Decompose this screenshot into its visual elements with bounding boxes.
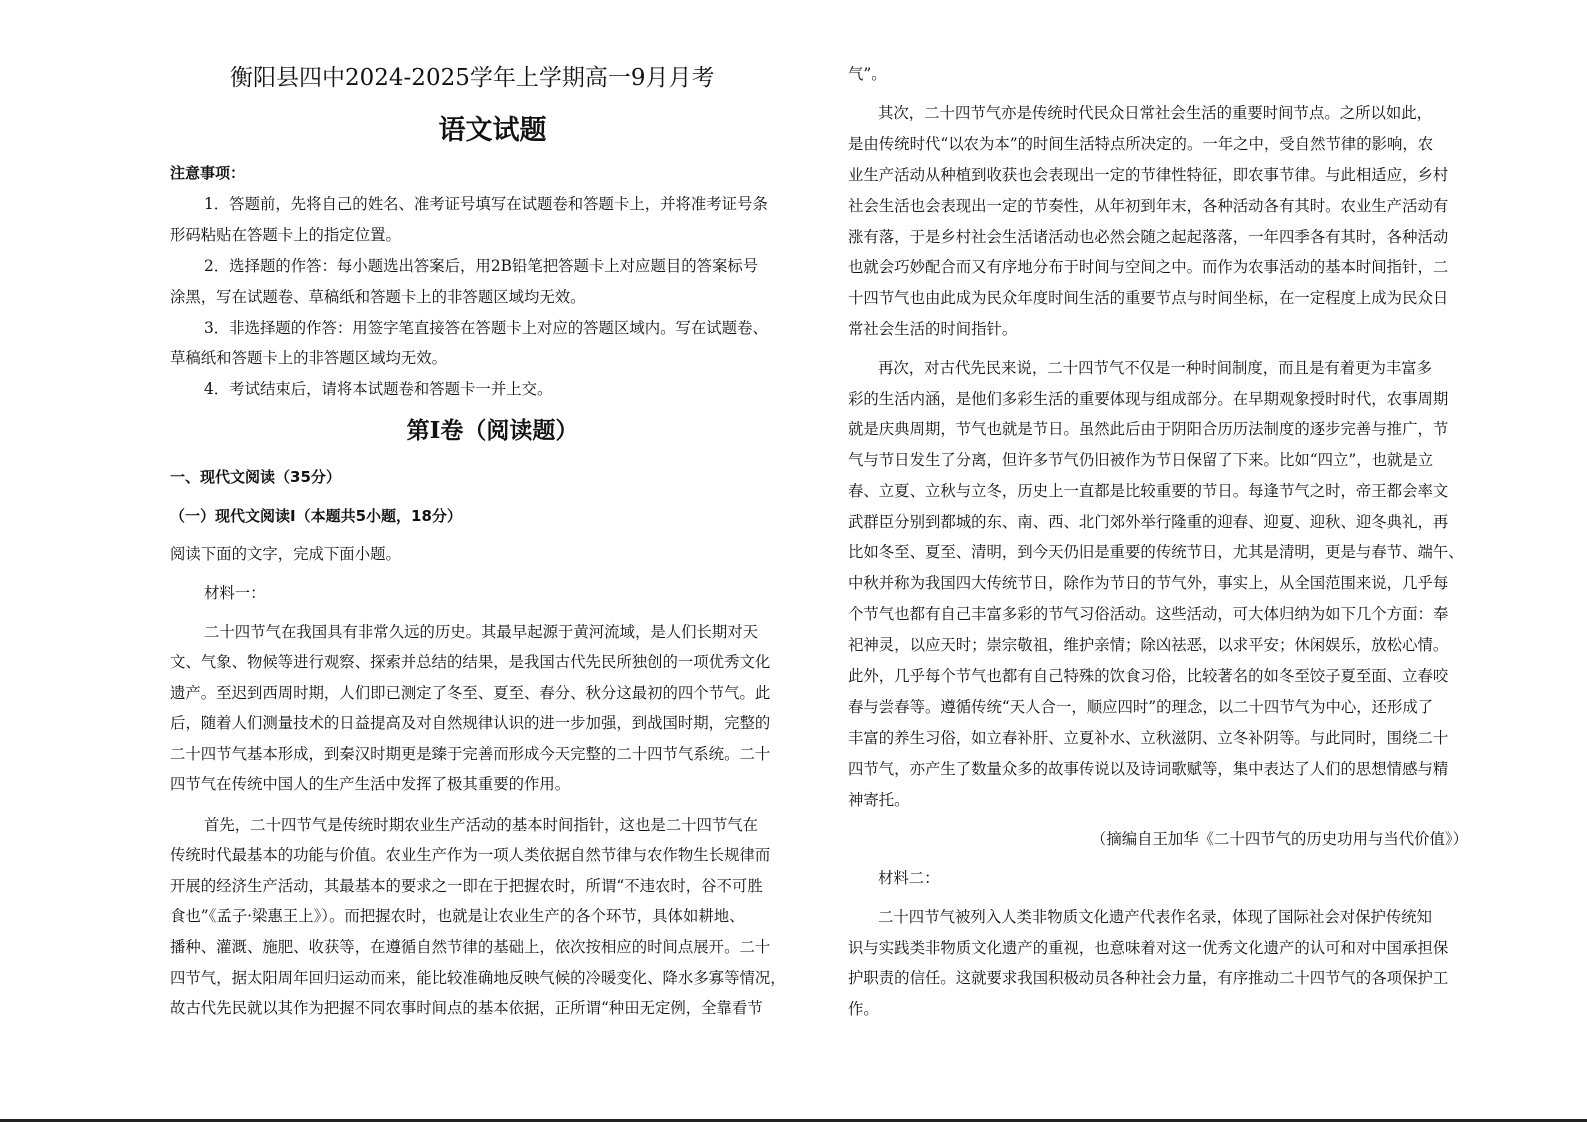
text-line: 社会生活也会表现出一定的节奏性，从年初到年末，各种活动各有其时。农业生产活动有: [848, 197, 1449, 215]
text-line: 播种、灌溉、施肥、收获等，在遵循自然节律的基础上，依次按相应的时间点展开。二十: [170, 938, 771, 956]
notes-heading: 注意事项：: [170, 164, 246, 182]
note-line: 3．非选择题的作答：用签字笔直接答在答题卡上对应的答题区域内。写在试题卷、: [204, 319, 768, 337]
text-line: 其次，二十四节气亦是传统时代民众日常社会生活的重要时间节点。之所以如此，: [878, 104, 1433, 122]
text-line: 个节气也都有自己丰富多彩的节气习俗活动。这些活动，可大体归纳为如下几个方面：奉: [848, 605, 1449, 623]
section-subheading: （一）现代文阅读Ⅰ（本题共5小题，18分）: [170, 507, 462, 525]
text-line: 二十四节气在我国具有非常久远的历史。其最早起源于黄河流域，是人们长期对天: [204, 623, 759, 641]
note-line: 2．选择题的作答：每小题选出答案后，用2B铅笔把答题卡上对应题目的答案标号: [204, 257, 759, 275]
text-line: 春、立夏、立秋与立冬，历史上一直都是比较重要的节日。每逢节气之时，帝王都会率文: [848, 482, 1449, 500]
note-line: 1．答题前，先将自己的姓名、准考证号填写在试题卷和答题卡上，并将准考证号条: [204, 195, 768, 213]
text-line: 也就会巧妙配合而又有序地分布于时间与空间之中。而作为农事活动的基本时间指针，二: [848, 258, 1449, 276]
text-line: 气与节日发生了分离，但许多节气仍旧被作为节日保留了下来。比如“四立”，也就是立: [848, 451, 1434, 469]
text-line: 丰富的养生习俗，如立春补肝、立夏补水、立秋滋阴、立冬补阴等。与此同时，围绕二十: [848, 729, 1449, 747]
text-line: 二十四节气被列入人类非物质文化遗产代表作名录，体现了国际社会对保护传统知: [878, 908, 1433, 926]
text-line: 神寄托。: [848, 791, 910, 809]
material2-label: 材料二：: [878, 869, 940, 887]
note-line: 草稿纸和答题卡上的非答题区域均无效。: [170, 349, 448, 367]
instruction-text: 阅读下面的文字，完成下面小题。: [170, 545, 401, 563]
text-line: 祀神灵，以应天时；崇宗敬祖，维护亲情；除凶祛恶，以求平安；休闲娱乐，放松心情。: [848, 636, 1449, 654]
text-line: 故古代先民就以其作为把握不同农事时间点的基本依据，正所谓“种田无定例，全靠看节: [170, 999, 763, 1017]
text-line: 就是庆典周期，节气也就是节日。虽然此后由于阴阳合历历法制度的逐步完善与推广，节: [848, 420, 1449, 438]
text-line: 涨有落，于是乡村社会生活诸活动也必然会随之起起落落，一年四季各有其时，各种活动: [848, 228, 1449, 246]
volume-title: 第Ⅰ卷（阅读题）: [406, 417, 579, 444]
text-line: 开展的经济生产活动，其最基本的要求之一即在于把握农时，所谓“不违农时，谷不可胜: [170, 877, 763, 895]
text-line: 识与实践类非物质文化遗产的重视，也意味着对这一优秀文化遗产的认可和对中国承担保: [848, 939, 1449, 957]
text-line: 首先，二十四节气是传统时期农业生产活动的基本时间指针，这也是二十四节气在: [204, 816, 759, 834]
text-line: 比如冬至、夏至、清明，到今天仍旧是重要的传统节日，尤其是清明，更是与春节、端午、: [848, 543, 1464, 561]
source-citation: （摘编自王加华《二十四节气的历史功用与当代价值》）: [1090, 830, 1468, 848]
note-line: 4．考试结束后，请将本试题卷和答题卡一并上交。: [204, 380, 553, 398]
section-heading: 一、现代文阅读（35分）: [170, 468, 341, 486]
text-line: 护职责的信任。这就要求我国积极动员各种社会力量，有序推动二十四节气的各项保护工: [848, 969, 1449, 987]
text-line: 后，随着人们测量技术的日益提高及对自然规律认识的进一步加强，到战国时期，完整的: [170, 714, 771, 732]
text-line: 四节气，据太阳周年回归运动而来，能比较准确地反映气候的冷暖变化、降水多寡等情况，: [170, 969, 786, 987]
text-line: 四节气在传统中国人的生产生活中发挥了极其重要的作用。: [170, 775, 571, 793]
text-line: 常社会生活的时间指针。: [848, 320, 1018, 338]
text-line: 再次，对古代先民来说，二十四节气不仅是一种时间制度，而且是有着更为丰富多: [878, 359, 1433, 377]
text-line: 业生产活动从种植到收获也会表现出一定的节律性特征，即农事节律。与此相适应，乡村: [848, 166, 1449, 184]
text-line: 作。: [848, 1000, 879, 1018]
text-line: 传统时代最基本的功能与价值。农业生产作为一项人类依据自然节律与农作物生长规律而: [170, 846, 771, 864]
exam-title: 衡阳县四中2024-2025学年上学期高一9月月考: [230, 65, 715, 91]
text-line: 四节气，亦产生了数量众多的故事传说以及诗词歌赋等，集中表达了人们的思想情感与精: [848, 760, 1449, 778]
text-line: 是由传统时代“以农为本”的时间生活特点所决定的。一年之中，受自然节律的影响，农: [848, 135, 1434, 153]
text-line: 十四节气也由此成为民众年度时间生活的重要节点与时间坐标，在一定程度上成为民众日: [848, 289, 1449, 307]
text-line: 二十四节气基本形成，到秦汉时期更是臻于完善而形成今天完整的二十四节气系统。二十: [170, 745, 771, 763]
text-line: 遗产。至迟到西周时期，人们即已测定了冬至、夏至、春分、秋分这最初的四个节气。此: [170, 684, 771, 702]
note-line: 涂黑，写在试题卷、草稿纸和答题卡上的非答题区域均无效。: [170, 288, 586, 306]
text-line: 中秋并称为我国四大传统节日，除作为节日的节气外，事实上，从全国范围来说，几乎每: [848, 574, 1449, 592]
note-line: 形码粘贴在答题卡上的指定位置。: [170, 226, 401, 244]
text-line: 文、气象、物候等进行观察、探索并总结的结果，是我国古代先民所独创的一项优秀文化: [170, 653, 771, 671]
material1-label: 材料一：: [204, 584, 266, 602]
text-line: 春与尝春等。遵循传统“天人合一，顺应四时”的理念，以二十四节气为中心，还形成了: [848, 698, 1434, 716]
text-line: 食也”《孟子·梁惠王上》）。而把握农时，也就是让农业生产的各个环节，具体如耕地、: [170, 907, 745, 925]
text-line: 武群臣分别到都城的东、南、西、北门郊外举行隆重的迎春、迎夏、迎秋、迎冬典礼，再: [848, 513, 1449, 531]
text-line: 此外，几乎每个节气也都有自己特殊的饮食习俗，比较著名的如冬至饺子夏至面、立春咬: [848, 667, 1449, 685]
subject-title: 语文试题: [438, 115, 547, 146]
text-line: 气”。: [848, 65, 887, 83]
text-line: 彩的生活内涵，是他们多彩生活的重要体现与组成部分。在早期观象授时时代，农事周期: [848, 390, 1449, 408]
